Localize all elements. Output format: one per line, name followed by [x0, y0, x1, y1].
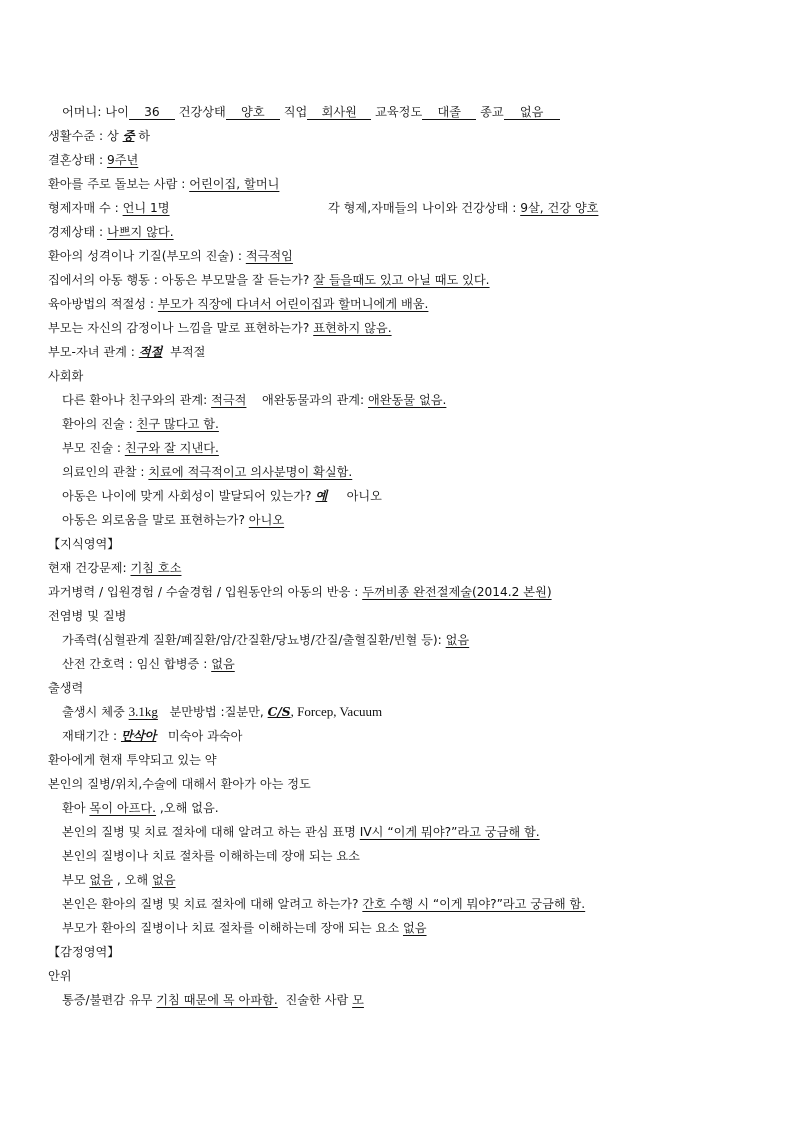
parenting-value: 부모가 직장에 다녀서 어린이집과 할머니에게 배움.: [157, 297, 429, 311]
relation-marked: 적절: [138, 345, 163, 359]
prenatal-label: 산전 간호력 : 임신 합병증 :: [62, 657, 208, 671]
self-know-line: [62, 896, 585, 912]
parent-understand-label: 부모가 환아의 질병이나 치료 절차를 이해하는데 장애 되는 요소: [62, 921, 400, 935]
social-medical-label: 의료인의 관찰 :: [62, 465, 145, 479]
parent-understand-value: 없음: [402, 921, 427, 935]
mother-job-value: 회사원: [307, 105, 371, 120]
interest-line: [62, 824, 540, 840]
siblings-count-value: 언니 1명: [122, 201, 170, 215]
self-know-label: 본인은 환아의 질병 및 치료 절차에 대해 알려고 하는가?: [62, 897, 359, 911]
home-behavior-value: 잘 들을때도 있고 아닐 때도 있다.: [313, 273, 490, 287]
social-peer-line: [62, 392, 446, 408]
economy-line: [48, 224, 174, 240]
birth-weight-line: [62, 704, 382, 720]
mother-edu-value: 대졸: [422, 105, 476, 120]
relation-label: 부모-자녀 관계 :: [48, 345, 135, 359]
mother-religion-label: 종교: [480, 105, 504, 119]
mother-job-label: 직업: [283, 105, 308, 119]
parenting-line: [48, 296, 428, 312]
siblings-info-value: 9살, 건강 양호: [520, 201, 599, 215]
caregiver-line: [48, 176, 279, 192]
mother-health-label: 건강상태: [178, 105, 226, 119]
social-dev-marked: 예: [315, 489, 328, 503]
social-lonely-line: [62, 512, 284, 528]
birth-title: 출생력: [48, 681, 84, 695]
living-standard-marked: 중: [122, 129, 135, 143]
interest-value: IV시 “이게 뭐야?”라고 궁금해 함.: [359, 825, 540, 839]
social-dev-label: 아동은 나이에 맞게 사회성이 발달되어 있는가?: [62, 489, 312, 503]
social-child-line: [62, 416, 219, 432]
delivery-label: 분만방법 :질분만,: [169, 705, 264, 719]
parent-barrier-label: 부모: [62, 873, 86, 887]
social-medical-line: [62, 464, 352, 480]
mother-age-label: 어머니: 나이: [62, 105, 129, 119]
emotional-title: 【감정영역】: [48, 945, 120, 959]
pain-label: 통증/불편감 유무: [62, 993, 153, 1007]
genetic-title: 전염병 및 질병: [48, 609, 127, 623]
parenting-label: 육아방법의 적절성 :: [48, 297, 155, 311]
birth-weight-label: 출생시 체중: [62, 705, 125, 719]
medication-line: 환아에게 현재 투약되고 있는 약: [48, 753, 217, 767]
temperament-line: [48, 248, 293, 264]
understand-title: 본인의 질병/위치,수술에 대해서 환아가 아는 정도: [48, 777, 311, 791]
pain-line: [62, 992, 364, 1008]
current-problem-value: 기침 호소: [130, 561, 182, 575]
emotion-expression-line: [48, 320, 392, 336]
mother-health-value: 양호: [226, 105, 280, 120]
history-value: 두꺼비종 완전절제술(2014.2 본원): [362, 585, 552, 599]
living-standard-label: 생활수준 : 상: [48, 129, 119, 143]
pain-value: 기침 때문에 목 아파함.: [156, 993, 278, 1007]
history-label: 과거병력 / 입원경험 / 수술경험 / 입원동안의 아동의 반응 :: [48, 585, 359, 599]
home-behavior-line: [48, 272, 490, 288]
child-know-value: 목이 아프다.: [89, 801, 157, 815]
birth-weight-value: 3.1kg: [128, 704, 158, 719]
delivery-after: , Forcep, Vacuum: [290, 704, 383, 719]
living-standard-line: [48, 128, 150, 144]
marriage-value: 9주년: [106, 153, 139, 167]
living-standard-after: 하: [138, 129, 151, 143]
mother-info-line: [62, 104, 560, 120]
parent-understand-line: [62, 920, 427, 936]
barrier-line: 본인의 질병이나 치료 절차를 이해하는데 장애 되는 요소: [62, 849, 360, 863]
mother-edu-label: 교육정도: [375, 105, 423, 119]
history-line: [48, 584, 552, 600]
delivery-marked: C/S: [267, 705, 291, 719]
gestation-label: 재태기간 :: [62, 729, 118, 743]
child-know-line: [62, 800, 219, 816]
gestation-after: 미숙아 과숙아: [167, 729, 243, 743]
social-parent-label: 부모 진술 :: [62, 441, 121, 455]
mother-religion-value: 없음: [504, 105, 560, 120]
social-pet-label: 애완동물과의 관계:: [261, 393, 365, 407]
parent-barrier-mid: , 오해: [116, 873, 149, 887]
pain-reporter-label: 진술한 사람: [285, 993, 349, 1007]
relation-line: [48, 344, 205, 360]
social-pet-value: 애완동물 없음.: [367, 393, 447, 407]
social-dev-after: 아니오: [346, 489, 382, 503]
siblings-info-line: [328, 200, 598, 216]
knowledge-title: 【지식영역】: [48, 537, 120, 551]
marriage-label: 결혼상태 :: [48, 153, 104, 167]
family-history-line: [62, 632, 469, 648]
parent-barrier-line: [62, 872, 176, 888]
interest-label: 본인의 질병 및 치료 절차에 대해 알려고 하는 관심 표명: [62, 825, 356, 839]
caregiver-value: 어린이집, 할머니: [189, 177, 280, 191]
family-history-label: 가족력(심혈관계 질환/폐질환/암/간질환/당뇨병/간질/출혈질환/빈혈 등):: [62, 633, 442, 647]
temperament-label: 환아의 성격이나 기질(부모의 진술) :: [48, 249, 242, 263]
economy-value: 나쁘지 않다.: [106, 225, 174, 239]
gestation-line: [62, 728, 242, 744]
social-child-label: 환아의 진술 :: [62, 417, 133, 431]
siblings-info-label: 각 형제,자매들의 나이와 건강상태 :: [328, 201, 517, 215]
current-problem-label: 현재 건강문제:: [48, 561, 127, 575]
pain-reporter-value: 모: [352, 993, 364, 1007]
temperament-value: 적극적임: [245, 249, 293, 263]
parent-barrier-value: 없음: [89, 873, 113, 887]
current-problem-line: [48, 560, 181, 576]
social-title: 사회화: [48, 369, 84, 383]
mother-age-value: 36: [129, 105, 175, 120]
social-medical-value: 치료에 적극적이고 의사분명이 확실함.: [148, 465, 353, 479]
social-lonely-value: 아니오: [248, 513, 285, 527]
social-peer-label: 다른 환아나 친구와의 관계:: [62, 393, 208, 407]
social-parent-value: 친구와 잘 지낸다.: [124, 441, 219, 455]
siblings-count-label: 형제자매 수 :: [48, 201, 119, 215]
self-know-value: 간호 수행 시 “이게 뭐야?”라고 궁금해 함.: [362, 897, 586, 911]
prenatal-value: 없음: [211, 657, 235, 671]
social-child-value: 친구 많다고 함.: [136, 417, 219, 431]
home-behavior-label: 집에서의 아동 행동 : 아동은 부모말을 잘 듣는가?: [48, 273, 310, 287]
prenatal-line: [62, 656, 235, 672]
social-peer-value: 적극적: [211, 393, 247, 407]
economy-label: 경제상태 :: [48, 225, 104, 239]
marriage-line: [48, 152, 138, 168]
social-lonely-label: 아동은 외로움을 말로 표현하는가?: [62, 513, 245, 527]
relation-after: 부적절: [170, 345, 206, 359]
family-history-value: 없음: [445, 633, 470, 647]
child-know-label: 환아: [62, 801, 86, 815]
emotion-expression-value: 표현하지 않음.: [313, 321, 392, 335]
child-know-after: ,오해 없음.: [159, 801, 219, 815]
emotion-expression-label: 부모는 자신의 감정이나 느낌을 말로 표현하는가?: [48, 321, 310, 335]
parent-barrier-value2: 없음: [152, 873, 176, 887]
gestation-marked: 만삭아: [120, 729, 157, 743]
siblings-count-line: [48, 200, 170, 216]
social-dev-line: [62, 488, 382, 504]
caregiver-label: 환아를 주로 돌보는 사람 :: [48, 177, 186, 191]
social-parent-line: [62, 440, 219, 456]
comfort-title: 안위: [48, 969, 72, 983]
